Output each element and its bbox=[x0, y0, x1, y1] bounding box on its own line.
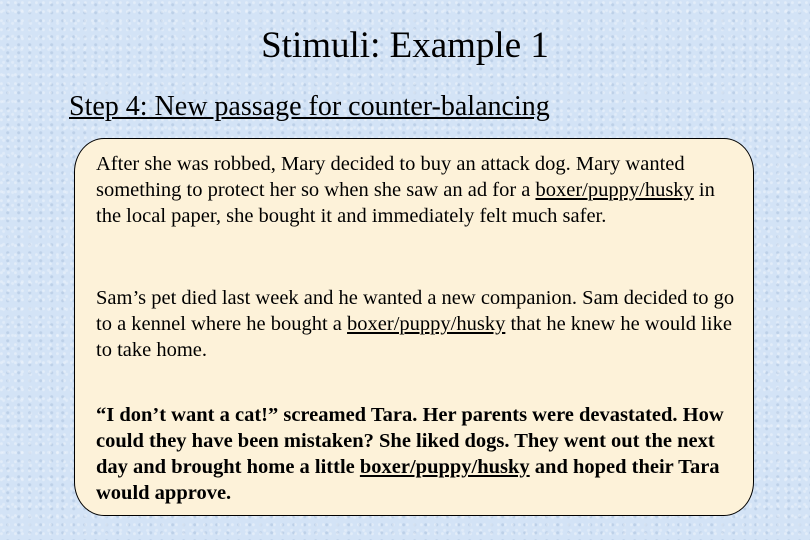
passage-3 bbox=[96, 402, 736, 506]
passage-2-target-word: boxer/puppy/husky bbox=[347, 313, 506, 335]
passage-2-text-after: that he knew he would like to take home. bbox=[96, 313, 732, 361]
passage-3-target-word: boxer/puppy/husky bbox=[359, 456, 530, 478]
passage-1 bbox=[96, 151, 736, 229]
passage-3-text-after: and hoped their Tara would approve. bbox=[96, 456, 720, 504]
slide-subtitle: Step 4: New passage for counter-balancing bbox=[69, 91, 550, 122]
passage-2 bbox=[96, 285, 736, 363]
slide-title: Stimuli: Example 1 bbox=[261, 25, 549, 66]
passage-3-text-before: “I don’t want a cat!” screamed Tara. Her parents were devastated. How could they have been mistaken? She liked dogs. They went out the next day and brought home a little bbox=[96, 404, 724, 478]
passage-1-text-before: After she was robbed, Mary decided to buy an attack dog. Mary wanted something to protect her so when she saw an ad for a bbox=[96, 153, 685, 201]
passage-1-text-after: in the local paper, she bought it and immediately felt much safer. bbox=[96, 179, 715, 227]
passage-2-text-before: Sam’s pet died last week and he wanted a new companion. Sam decided to go to a kennel where he bought a bbox=[96, 287, 735, 335]
passage-1-target-word: boxer/puppy/husky bbox=[535, 179, 694, 201]
